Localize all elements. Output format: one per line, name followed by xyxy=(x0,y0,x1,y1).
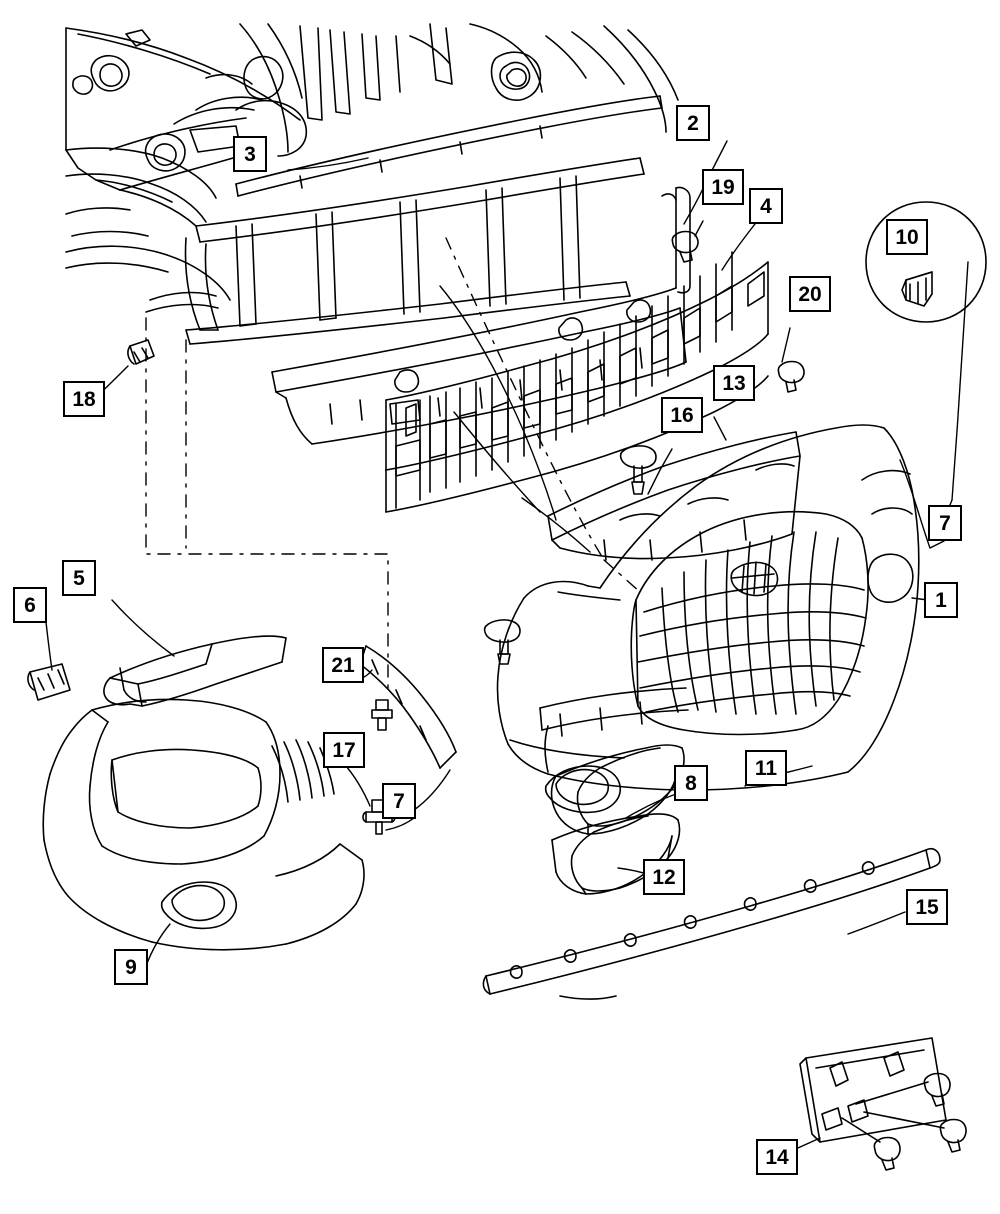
callout-2[interactable]: 2 xyxy=(676,105,710,141)
callout-6[interactable]: 6 xyxy=(13,587,47,623)
callout-4[interactable]: 4 xyxy=(749,188,783,224)
callout-5[interactable]: 5 xyxy=(62,560,96,596)
clip-20 xyxy=(778,362,804,393)
callout-14[interactable]: 14 xyxy=(756,1139,798,1175)
callout-13[interactable]: 13 xyxy=(713,365,755,401)
callout-8[interactable]: 8 xyxy=(674,765,708,801)
fascia-upper-support xyxy=(548,432,800,560)
callout-20[interactable]: 20 xyxy=(789,276,831,312)
callout-17[interactable]: 17 xyxy=(323,732,365,768)
clip-18 xyxy=(128,340,154,364)
left-air-deflector xyxy=(104,636,286,706)
callout-11[interactable]: 11 xyxy=(745,750,787,786)
fascia-lower-left-view xyxy=(43,699,364,949)
bolt-21-lower xyxy=(372,700,392,730)
callout-16[interactable]: 16 xyxy=(661,397,703,433)
dashed-alignment-lines xyxy=(146,238,640,690)
lower-air-dam xyxy=(483,849,940,999)
callout-15[interactable]: 15 xyxy=(906,889,948,925)
callout-18[interactable]: 18 xyxy=(63,381,105,417)
push-pin-7 xyxy=(485,620,520,664)
callout-3[interactable]: 3 xyxy=(233,136,267,172)
retainer-clip-6 xyxy=(28,664,70,700)
callout-10[interactable]: 10 xyxy=(886,219,928,255)
callout-7-lower[interactable]: 7 xyxy=(382,783,416,819)
body-structure-group xyxy=(66,24,678,344)
callout-12[interactable]: 12 xyxy=(643,859,685,895)
license-plate-bracket xyxy=(800,1038,966,1170)
fascia-bracket-21 xyxy=(360,646,456,768)
callout-9[interactable]: 9 xyxy=(114,949,148,985)
callout-21[interactable]: 21 xyxy=(322,647,364,683)
push-pin-16 xyxy=(621,446,656,494)
callout-1[interactable]: 1 xyxy=(924,582,958,618)
callout-7-upper[interactable]: 7 xyxy=(928,505,962,541)
callout-19[interactable]: 19 xyxy=(702,169,744,205)
